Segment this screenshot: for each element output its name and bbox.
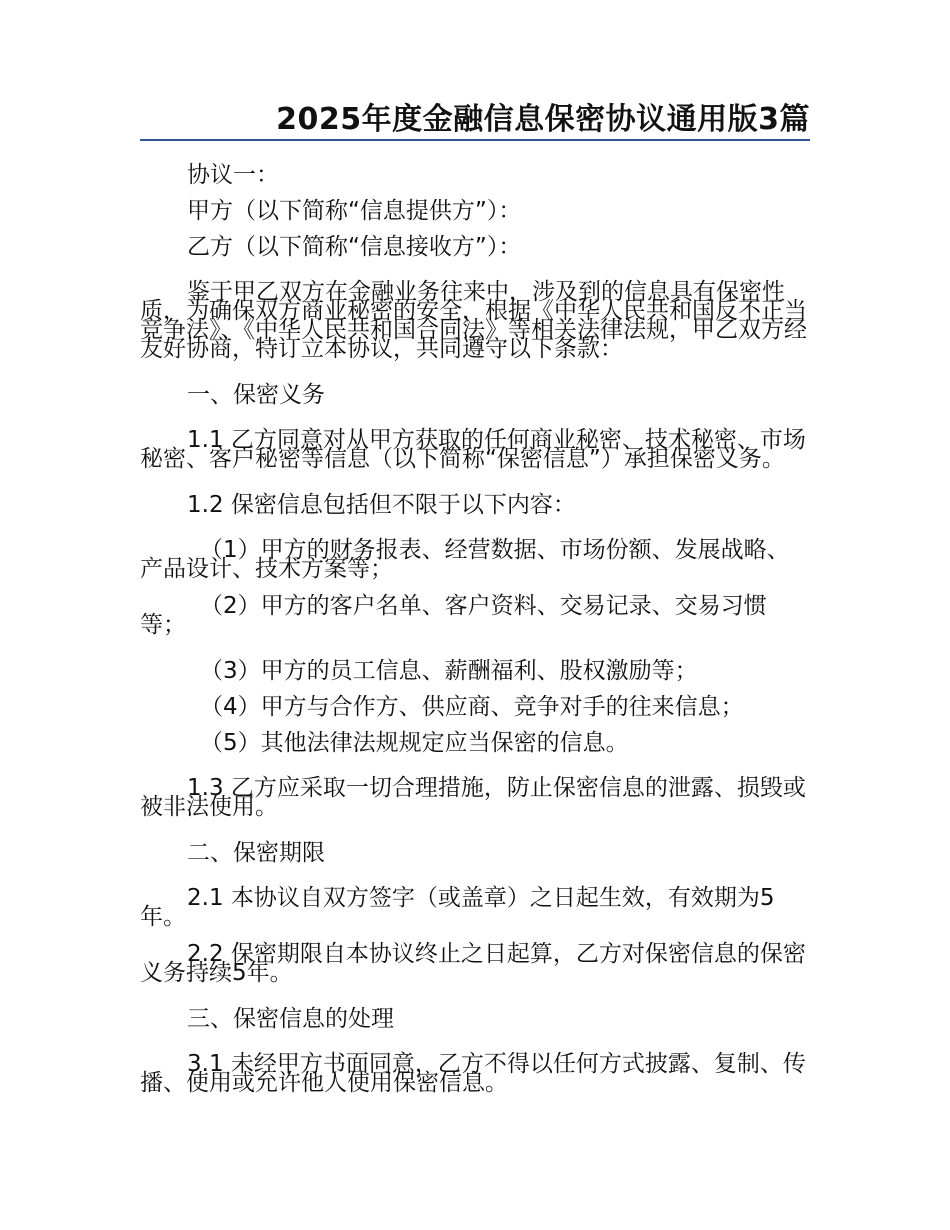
party-a-line: 甲方（以下简称“信息提供方”）： xyxy=(187,198,522,224)
list-item: （3）甲方的员工信息、薪酬福利、股权激励等； xyxy=(200,658,698,684)
clause-paragraph: 1.2 保密信息包括但不限于以下内容： xyxy=(187,492,576,518)
preamble-paragraph: 鉴于甲乙双方在金融业务往来中，涉及到的信息具有保密性质，为确保双方商业秘密的安全，根据《中华人民共和国反不正当竞争法》、《中华人民共和国合同法》等相关法律法规，甲乙双方经友好协商，特订立本协议，共同遵守以下条款： xyxy=(140,279,807,362)
list-item: （5）其他法律法规规定应当保密的信息。 xyxy=(200,730,629,756)
document-body xyxy=(140,157,810,1111)
list-item: （2）甲方的客户名单、客户资料、交易记录、交易习惯等； xyxy=(140,593,767,638)
clause-paragraph: 3.1 未经甲方书面同意，乙方不得以任何方式披露、复制、传播、使用或允许他人使用保密信息。 xyxy=(140,1051,806,1096)
party-b-line: 乙方（以下简称“信息接收方”）： xyxy=(187,234,522,260)
clause-paragraph: 2.1 本协议自双方签字（或盖章）之日起生效，有效期为5年。 xyxy=(140,885,775,930)
section-heading: 三、保密信息的处理 xyxy=(187,1006,394,1032)
title-underline xyxy=(140,139,810,141)
section-heading: 一、保密义务 xyxy=(187,382,325,408)
clause-paragraph: 1.1 乙方同意对从甲方获取的任何商业秘密、技术秘密、市场秘密、客户秘密等信息（以下简称“保密信息”）承担保密义务。 xyxy=(140,427,806,472)
agreement-heading: 协议一： xyxy=(187,162,279,188)
list-item: （1）甲方的财务报表、经营数据、市场份额、发展战略、产品设计、技术方案等； xyxy=(140,537,790,582)
clause-paragraph: 1.3 乙方应采取一切合理措施，防止保密信息的泄露、损毁或被非法使用。 xyxy=(140,775,806,820)
section-heading: 二、保密期限 xyxy=(187,840,325,866)
clause-paragraph: 2.2 保密期限自本协议终止之日起算，乙方对保密信息的保密义务持续5年。 xyxy=(140,941,806,986)
document-title: 2025年度金融信息保密协议通用版3篇 xyxy=(276,102,810,137)
list-item: （4）甲方与合作方、供应商、竞争对手的往来信息； xyxy=(200,694,744,720)
